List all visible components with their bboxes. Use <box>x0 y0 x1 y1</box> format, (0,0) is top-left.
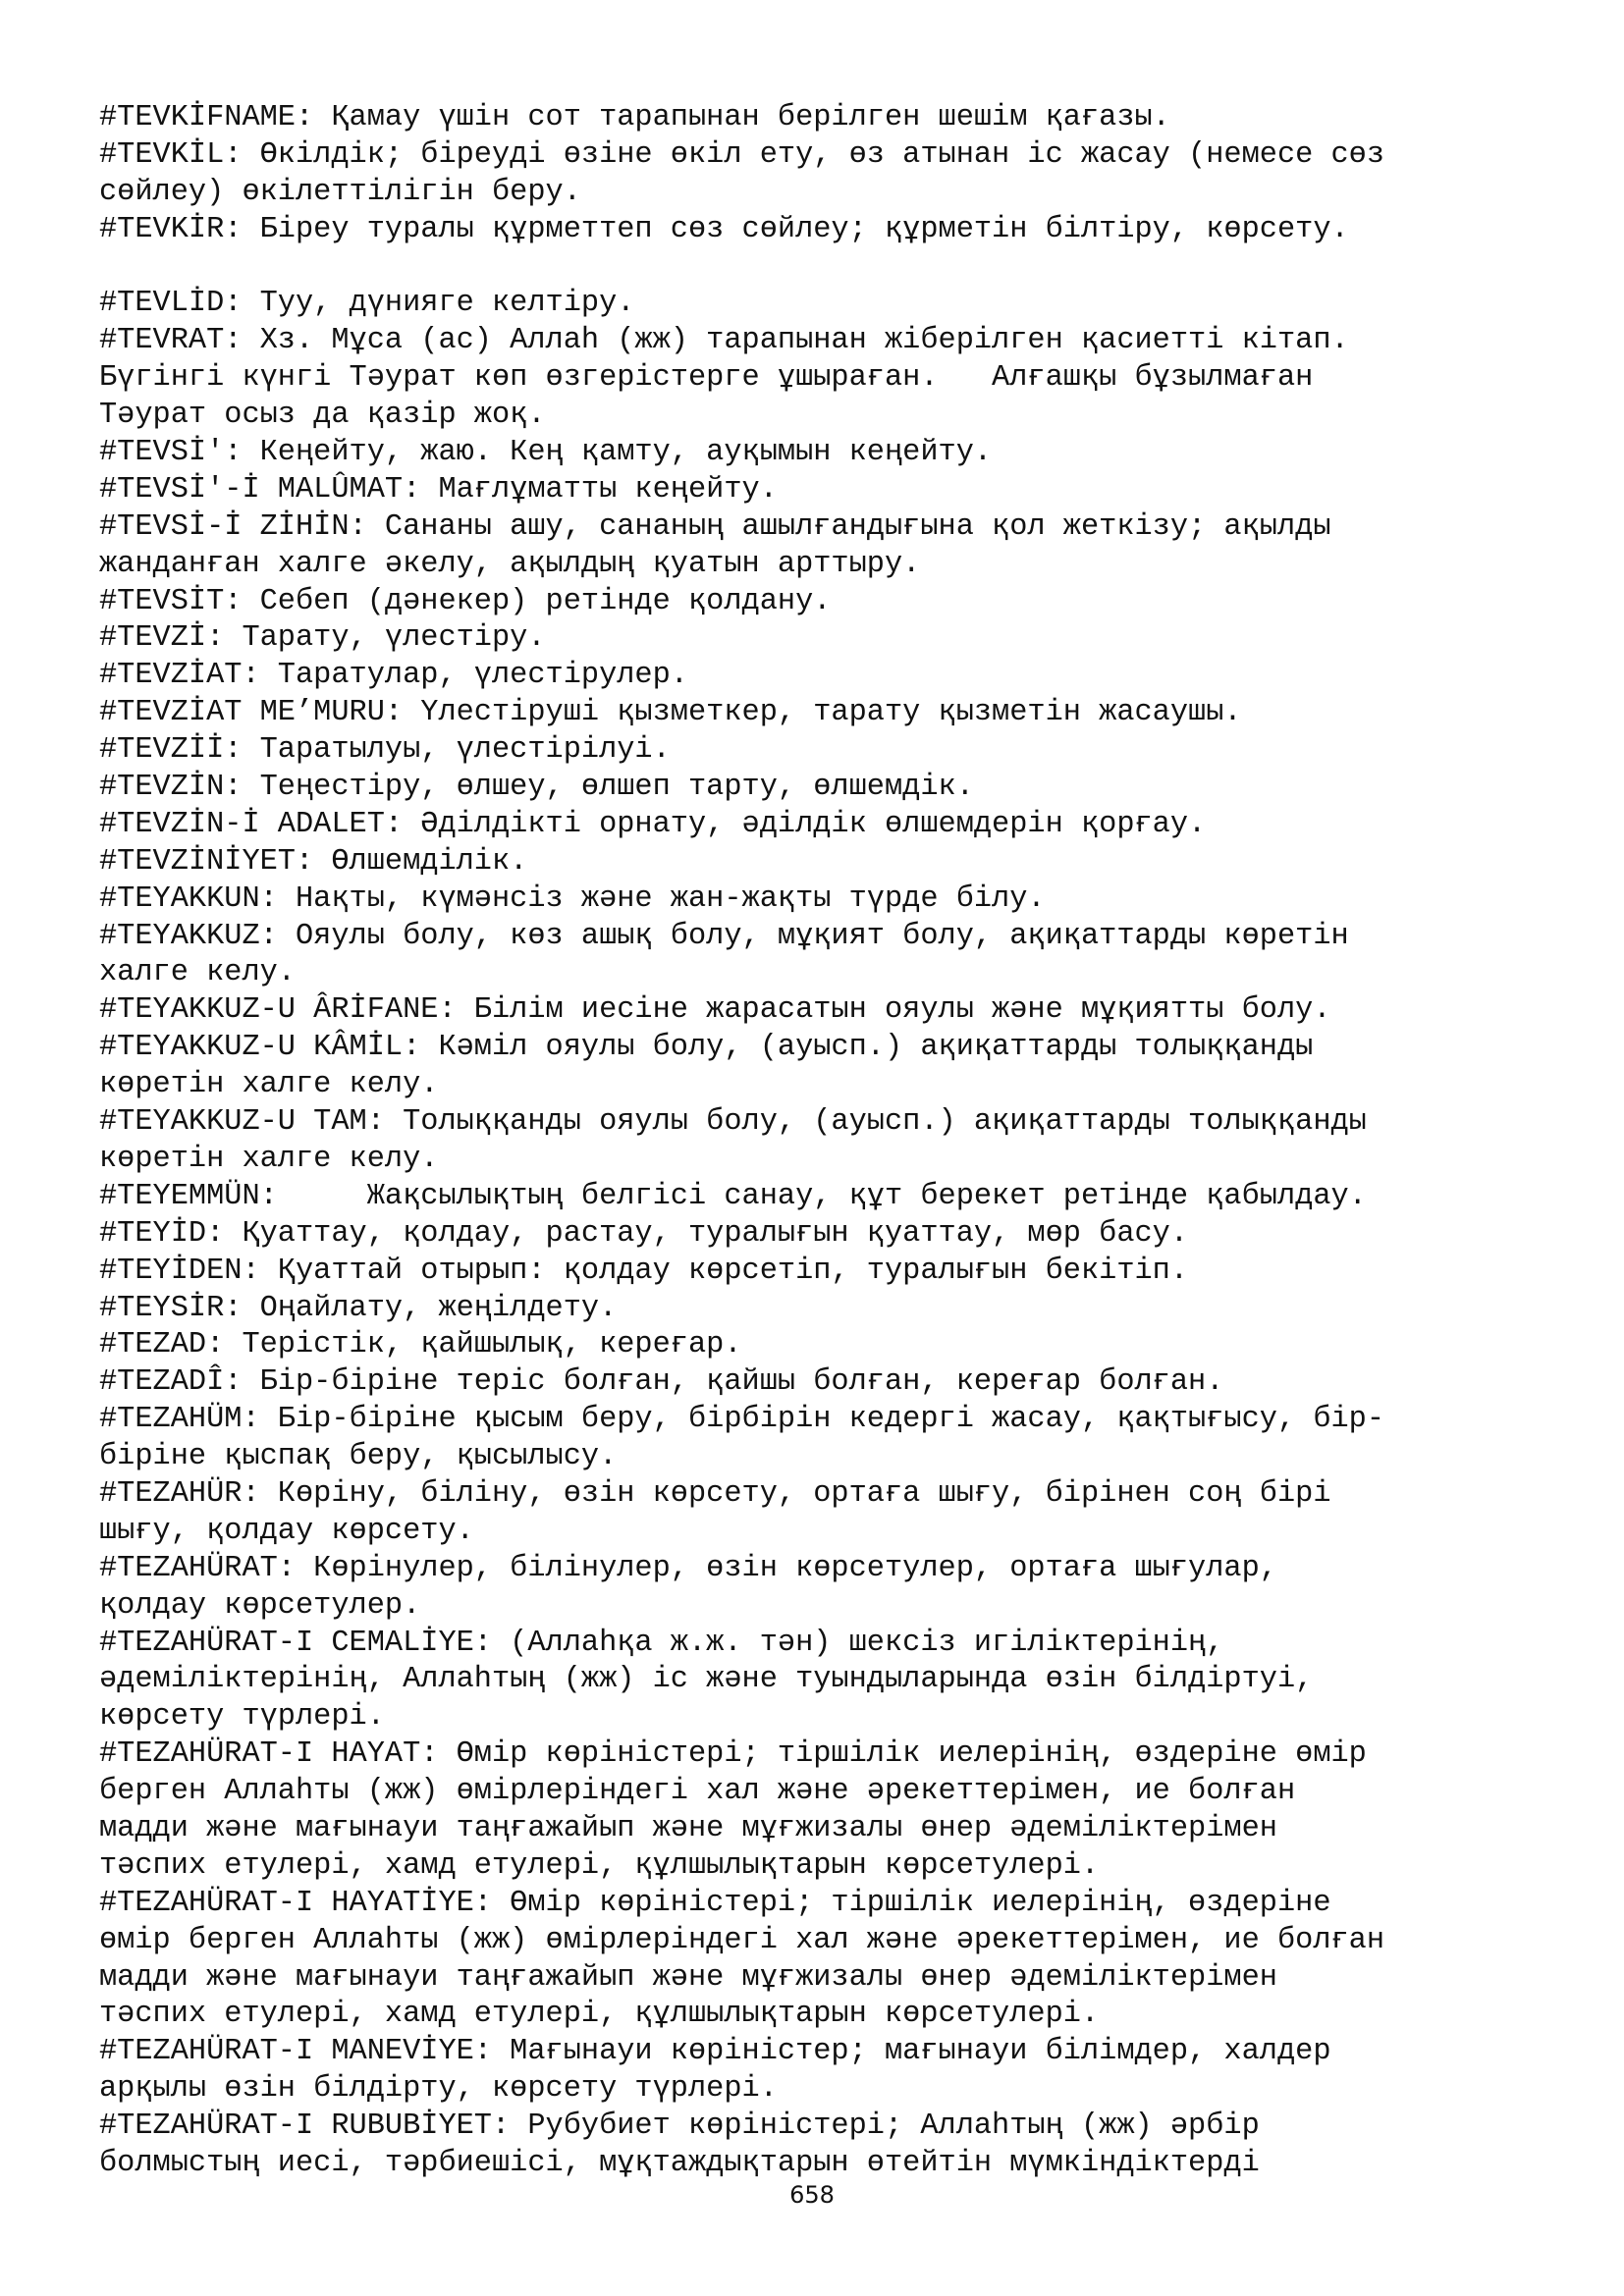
text-line: жанданған халге әкелу, ақылдың қуатын арттыру. <box>99 547 921 581</box>
glossary-text <box>99 100 1533 2183</box>
glossary-entry-line: #TEVKİR: Біреу туралы құрметтеп сөз сөйлеу; құрметін білтіру, көрсету. <box>99 212 1349 246</box>
glossary-entry-line: #TEVSİ-İ ZİHİN: Сананы ашу, сананың ашылғандығына қол жеткізу; ақылды <box>99 509 1331 544</box>
glossary-entry-line: #TEVKİL: Өкілдік; біреуді өзіне өкіл ету, өз атынан іс жасау (немесе сөз <box>99 137 1385 172</box>
glossary-entry-line: #TEZAHÜRAT-I CEMALİYE: (Аллаһқа ж.ж. тән) шексіз игіліктерінің, <box>99 1626 1224 1660</box>
glossary-entry-line: #TEYİDEN: Қуаттай отырып: қолдау көрсетіп, туралығын бекітіп. <box>99 1254 1189 1288</box>
text-line: көрсету түрлері. <box>99 1700 385 1735</box>
glossary-entry-line: #TEVRAT: Хз. Мұса (ас) Аллаһ (жж) тарапынан жіберілген қасиетті кітап. <box>99 324 1349 358</box>
glossary-entry-line: #TEZAHÜRAT-I HAYATİYE: Өмір көріністері; тіршілік иелерінің, өздеріне <box>99 1886 1331 1920</box>
glossary-entry-line: #TEZAHÜM: Бір-біріне қысым беру, бірбірін кедергі жасау, қақтығысу, бір- <box>99 1403 1385 1437</box>
glossary-entry-line: #TEZAHÜRAT-I HAYAT: Өмір көріністері; тіршілік иелерінің, өздеріне өмір <box>99 1737 1367 1772</box>
glossary-entry-line: #TEVZİAT ME’MURU: Үлестіруші қызметкер, тарату қызметін жасаушы. <box>99 696 1242 730</box>
glossary-entry-line: #TEYAKKUZ-U KÂMİL: Кәміл ояулы болу, (ауысп.) ақиқаттарды толыққанды <box>99 1031 1314 1065</box>
glossary-entry-line: #TEVZİİ: Таратылуы, үлестірілуі. <box>99 733 671 768</box>
glossary-entry-line: #TEVZİNİYET: Өлшемділік. <box>99 844 528 879</box>
text-line: әдеміліктерінің, Аллаһтың (жж) іс және туындыларында өзін білдіртуі, <box>99 1663 1314 1697</box>
text-line: көретін халге келу. <box>99 1068 439 1102</box>
text-line: болмыстың иесі, тәрбиешісі, мұқтаждықтарын өтейтін мүмкіндіктерді <box>99 2146 1260 2180</box>
glossary-entry-line: #TEVSİ': Кеңейту, жаю. Кең қамту, ауқымын кеңейту. <box>99 436 993 470</box>
text-line: мадди және мағынауи таңғажайып және мұғжизалы өнер әдеміліктерімен <box>99 1811 1277 1845</box>
glossary-entry-line: #TEVZİN: Теңестіру, өлшеу, өлшеп тарту, өлшемдік. <box>99 771 974 805</box>
glossary-entry-line: #TEZADÎ: Бір-біріне теріс болған, қайшы болған, кереғар болған. <box>99 1365 1224 1400</box>
text-line: көретін халге келу. <box>99 1142 439 1176</box>
text-line: өмір берген Аллаһты (жж) өмірлеріндегі хал және әрекеттерімен, ие болған <box>99 1923 1385 1957</box>
glossary-entry-line: #TEZAHÜR: Көріну, біліну, өзін көрсету, ортаға шығу, бірінен соң бірі <box>99 1476 1331 1511</box>
text-line: біріне қыспақ беру, қысылысу. <box>99 1440 618 1474</box>
glossary-entry-line: #TEYAKKUN: Нақты, күмәнсіз және жан-жақты түрде білу. <box>99 881 1046 916</box>
text-line: арқылы өзін білдірту, көрсету түрлері. <box>99 2072 778 2107</box>
text-line: Бүгінгі күнгі Тәурат көп өзгерістерге ұшыраған. Алғашқы бұзылмаған <box>99 361 1314 396</box>
text-line: шығу, қолдау көрсету. <box>99 1514 474 1548</box>
text-line: мадди және мағынауи таңғажайып және мұғжизалы өнер әдеміліктерімен <box>99 1960 1277 1995</box>
glossary-entry-line: #TEVZİAT: Таратулар, үлестірулер. <box>99 659 688 693</box>
glossary-entry-line: #TEZAHÜRAT-I MANEVİYE: Мағынауи көріністер; мағынауи білімдер, халдер <box>99 2035 1331 2069</box>
text-line <box>99 249 1533 287</box>
glossary-entry-line: #TEZAHÜRAT: Көрінулер, білінулер, өзін көрсетулер, ортаға шығулар, <box>99 1551 1277 1585</box>
glossary-entry-line: #TEYAKKUZ-U TAM: Толыққанды ояулы болу, (ауысп.) ақиқаттарды толыққанды <box>99 1105 1367 1140</box>
glossary-entry-line: #TEVZİN-İ ADALET: Әділдікті орнату, әділдік өлшемдерін қорғау. <box>99 807 1207 841</box>
glossary-entry-line: #TEYAKKUZ: Ояулы болу, көз ашық болу, мұқият болу, ақиқаттарды көретін <box>99 919 1349 953</box>
glossary-entry-line: #TEVLİD: Туу, дүнияге келтіру. <box>99 287 635 321</box>
glossary-entry-line: #TEYSİR: Оңайлату, жеңілдету. <box>99 1291 618 1325</box>
glossary-entry-line: #TEVSİT: Себеп (дәнекер) ретінде қолдану. <box>99 584 832 618</box>
text-line: қолдау көрсетулер. <box>99 1588 421 1623</box>
glossary-entry-line: #TEZAD: Терістік, қайшылық, кереғар. <box>99 1328 742 1362</box>
glossary-entry-line: #TEYAKKUZ-U ÂRİFANE: Білім иесіне жарасатын ояулы және мұқиятты болу. <box>99 993 1331 1028</box>
glossary-entry-line: #TEVSİ'-İ MALÛMAT: Мағлұматты кеңейту. <box>99 472 778 507</box>
text-line: тәспих етулері, хамд етулері, құлшылықтарын көрсетулері. <box>99 1848 1100 1883</box>
text-line: халге келу. <box>99 956 296 990</box>
glossary-entry-line: #TEYİD: Қуаттау, қолдау, растау, туралығын қуаттау, мөр басу. <box>99 1216 1189 1251</box>
text-line: берген Аллаһты (жж) өмірлеріндегі хал және әрекеттерімен, ие болған <box>99 1775 1296 1809</box>
text-line: Тәурат осыз да қазір жоқ. <box>99 399 546 433</box>
text-line: тәспих етулері, хамд етулері, құлшылықтарын көрсетулері. <box>99 1998 1100 2032</box>
glossary-entry-line: #TEVKİFNAME: Қамау үшін сот тарапынан берілген шешім қағазы. <box>99 101 1170 134</box>
glossary-entry-line: #TEYEMMÜN: Жақсылықтың белгісі санау, құт берекет ретінде қабылдау. <box>99 1179 1367 1213</box>
glossary-entry-line: #TEVZİ: Тарату, үлестіру. <box>99 621 546 656</box>
text-line: сөйлеу) өкілеттілігін беру. <box>99 175 581 209</box>
page-number: 658 <box>789 2181 835 2209</box>
glossary-entry-line: #TEZAHÜRAT-I RUBUBİYET: Рубубиет көріністері; Аллаһтың (жж) әрбір <box>99 2109 1260 2144</box>
